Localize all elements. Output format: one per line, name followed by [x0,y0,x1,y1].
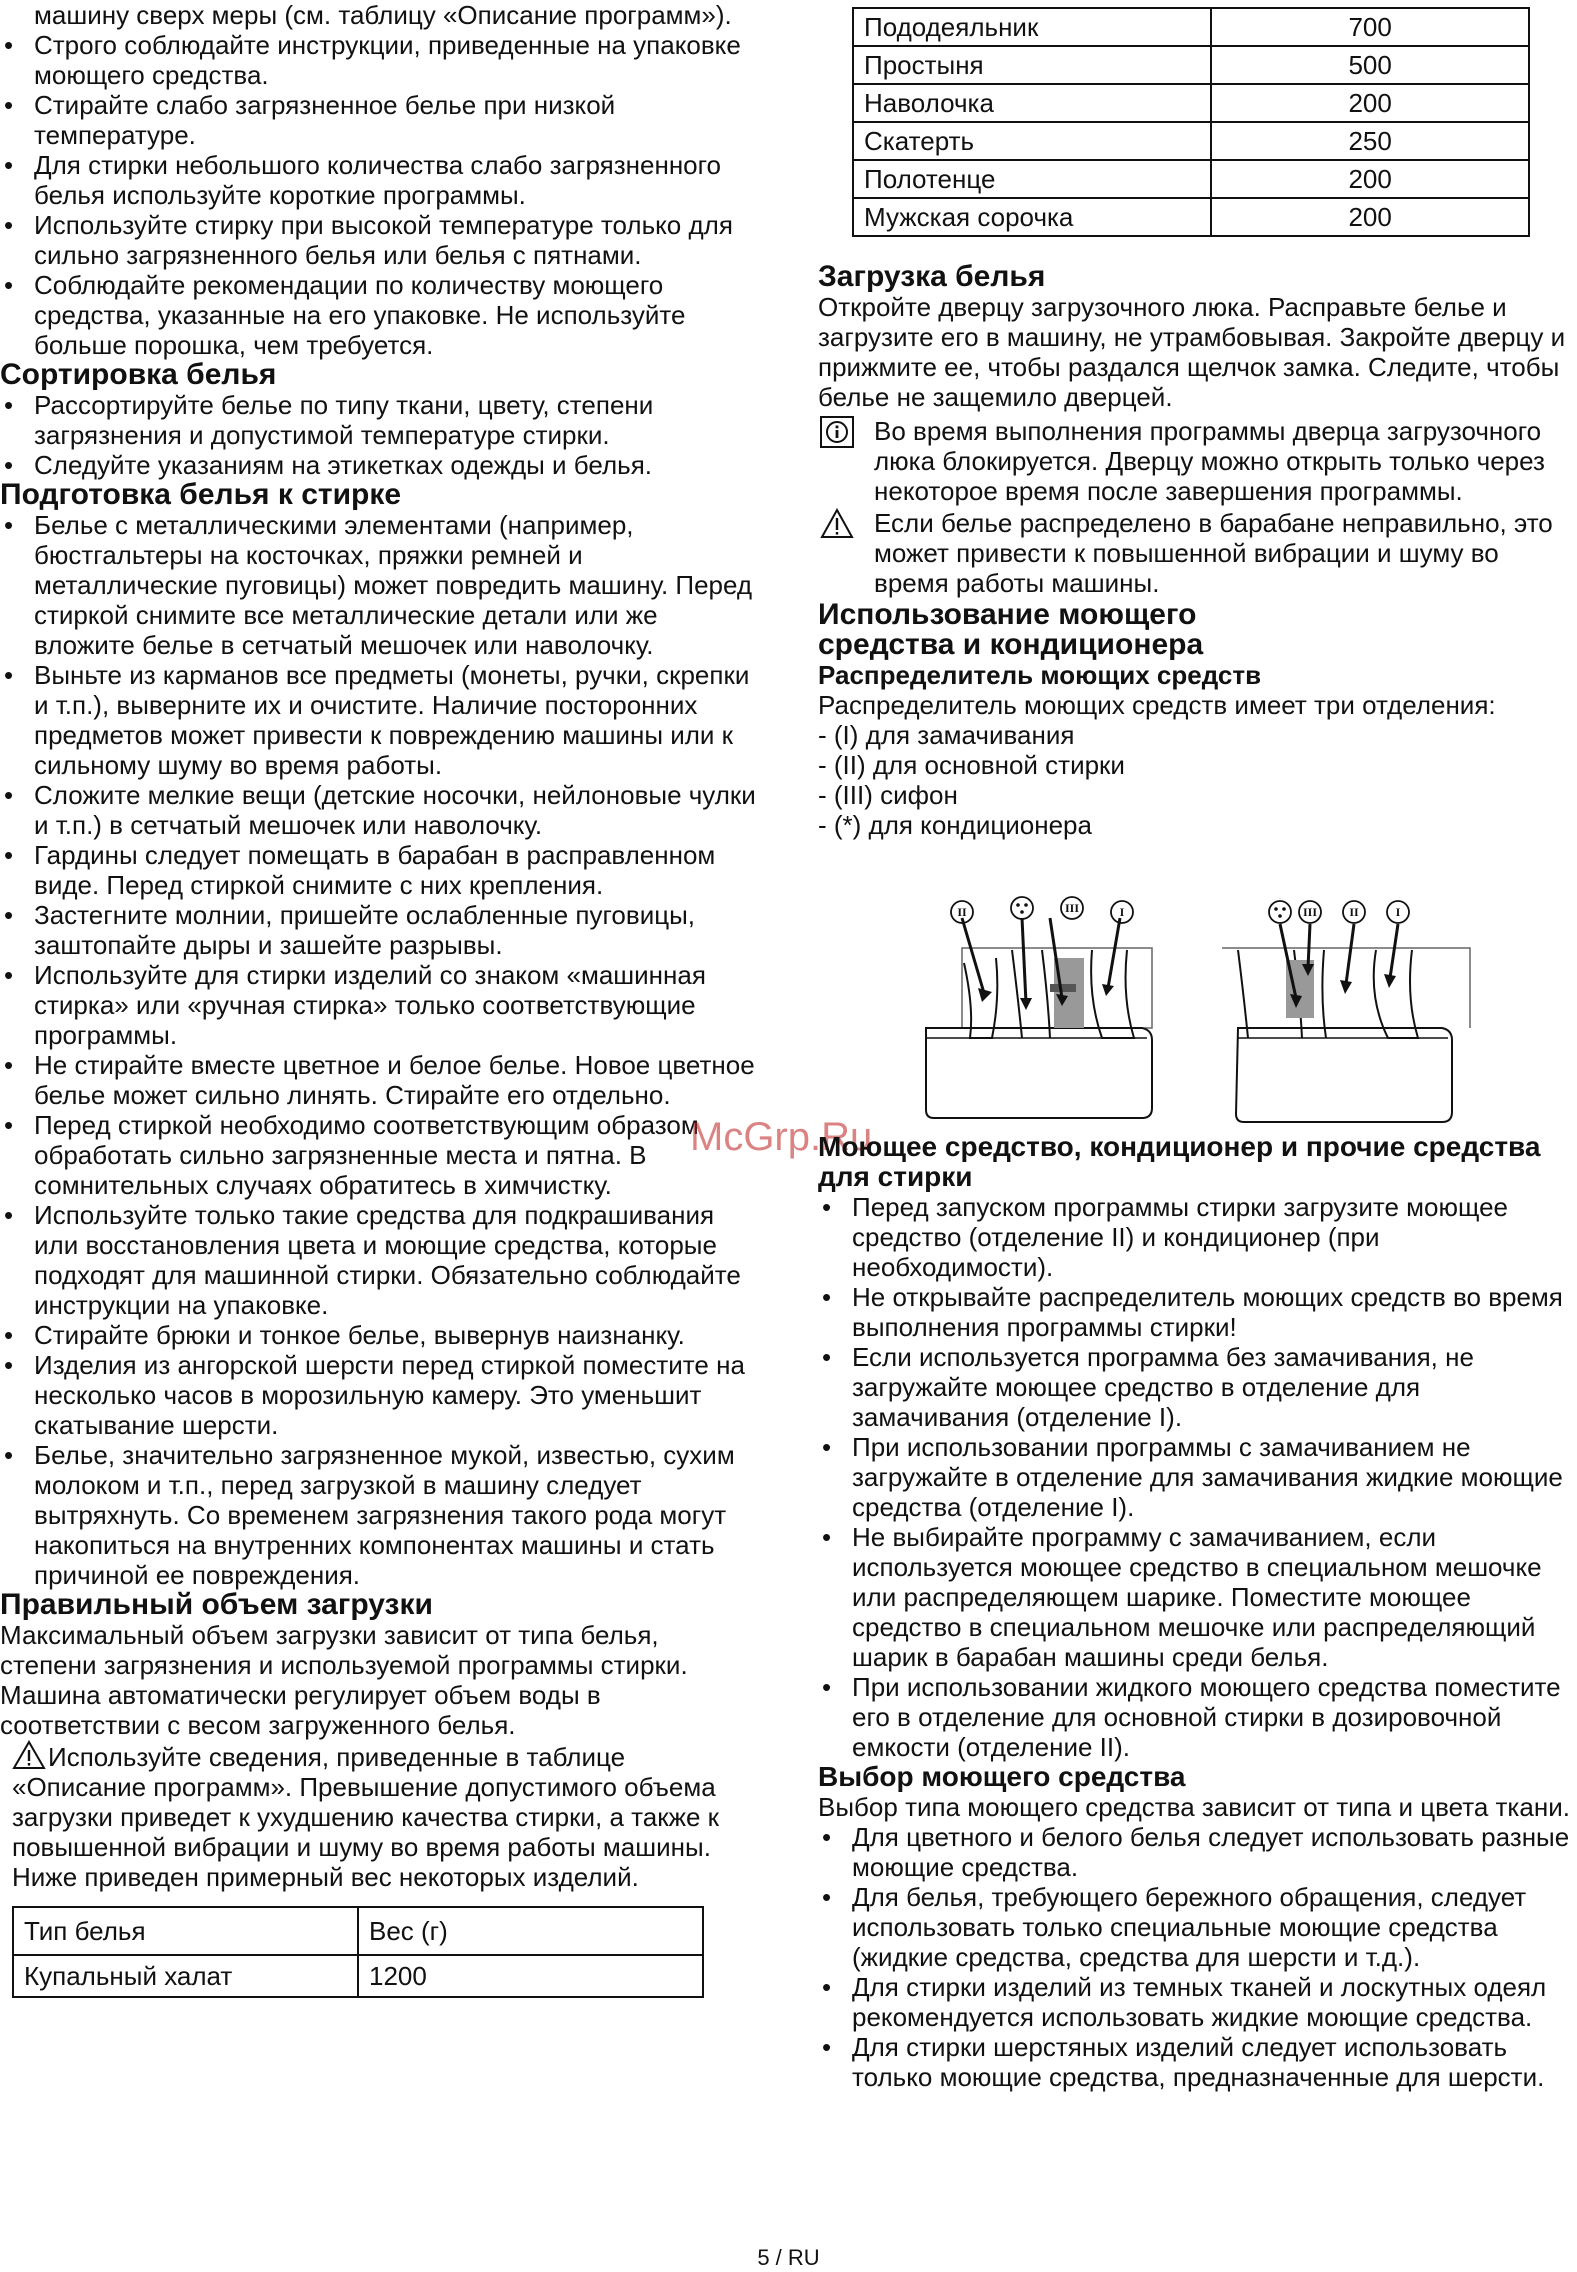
list-item: - (I) для замачивания [818,720,1075,750]
list-item: • Перед стиркой необходимо соответствующим образом обработать сильно загрязненные места и пятна. В сомнительных случаях обратитесь в химчистку. [0,1110,760,1200]
section-title-sorting: Сортировка белья [0,358,277,391]
list-item: • Не открывайте распределитель моющих средств во время выполнения программы стирки! [818,1282,1575,1342]
label-compartment: II [1349,905,1359,919]
warning-note-text: Если белье распределено в барабане неправильно, это может привести к повышенной вибрации и шуму во время работы машины. [874,508,1553,598]
list-item: • Застегните молнии, пришейте ослабленные пуговицы, заштопайте дыры и зашейте разрывы. [0,900,760,960]
section-title-choice: Выбор моющего средства [818,1761,1186,1792]
products-list [818,1192,1575,1762]
weight-table-part1 [12,1906,704,1998]
label-compartment: I [1119,905,1125,919]
section-title-detergent-1: Использование моющего [818,598,1197,631]
watermark: McGrp.Ru [690,1115,873,1159]
table-cell-weight: 200 [1211,84,1529,122]
section-title-detergent-2: средства и кондиционера [818,628,1204,661]
label-compartment: II [957,905,967,919]
table-cell-weight: 250 [1211,122,1529,160]
list-item: • Не выбирайте программу с замачиванием, если используется моющее средство в специальном мешочке или распределяющем шарике. Поместите моющее средство в специальном мешочке или распределяющий шарик в барабан машины среди белья. [818,1522,1575,1672]
list-item: • Для стирки изделий из темных тканей и лоскутных одеял рекомендуется использовать жидкие моющие средства. [818,1972,1575,2032]
list-item: • При использовании программы с замачиванием не загружайте в отделение для замачивания жидкие моющие средства (отделение I). [818,1432,1575,1522]
sorting-list [0,390,760,480]
list-item: • Соблюдайте рекомендации по количеству моющего средства, указанные на его упаковке. Не используйте больше порошка, чем требуется. [0,270,760,360]
list-item: • Изделия из ангорской шерсти перед стиркой поместите на несколько часов в морозильную камеру. Это уменьшит скатывание шерсти. [0,1350,760,1440]
list-item: • Для белья, требующего бережного обращения, следует использовать только специальные моющие средства (жидкие средства, средства для шерсти и т.д.). [818,1882,1575,1972]
table-row [853,84,1529,122]
label-compartment: III [1064,901,1080,915]
warning-icon [820,508,854,540]
list-item: • Перед запуском программы стирки загрузите моющее средство (отделение II) и кондиционер (при необходимости). [818,1192,1575,1282]
table-row [13,1955,703,1997]
table-cell-type: Купальный халат [13,1955,358,1997]
choice-list [818,1822,1575,2092]
list-item: • Строго соблюдайте инструкции, приведенные на упаковке моющего средства. [0,30,760,90]
preparation-list [0,510,760,1590]
section-title-loading: Загрузка белья [818,260,1046,293]
table-cell-weight: 700 [1211,8,1529,46]
info-icon [820,416,854,448]
loading-text: Откройте дверцу загрузочного люка. Расправьте белье и загрузите его в машину, не утрамбовывая. Закройте дверцу и прижмите ее, чтобы раздался щелчок замка. Следите, чтобы белье не защемило дверцей. [818,292,1566,412]
load-warning-text: Используйте сведения, приведенные в таблице «Описание программ». Превышение допустимого объема загрузки приведет к ухудшению качества стирки, а также к повышенной вибрации и шуму во время работы машины. Ниже приведен примерный вес некоторых изделий. [12,1742,720,1892]
table-cell-type: Полотенце [853,160,1211,198]
dispenser-subtitle: Распределитель моющих средств [818,660,1262,690]
table-cell-weight: 200 [1211,198,1529,236]
section-title-preparation: Подготовка белья к стирке [0,478,402,511]
snowflake-icon [1016,903,1286,918]
list-item: • Рассортируйте белье по типу ткани, цвету, степени загрязнения и допустимой температуре стирки. [0,390,760,450]
table-header-row [13,1907,703,1955]
section-title-load: Правильный объем загрузки [0,1588,433,1621]
table-cell-type: Мужская сорочка [853,198,1211,236]
list-item: • При использовании жидкого моющего средства поместите его в отделение для основной стирки в дозировочной емкости (отделение II). [818,1672,1575,1762]
dispenser-list [818,720,1575,840]
list-item: • Сложите мелкие вещи (детские носочки, нейлоновые чулки и т.п.) в сетчатый мешочек или наволочку. [0,780,760,840]
list-item: • Следуйте указаниям на этикетках одежды и белья. [0,450,760,480]
list-item: - (*) для кондиционера [818,810,1092,840]
list-item: • Для стирки небольшого количества слабо загрязненного белья используйте короткие программы. [0,150,760,210]
list-item: • Белье с металлическими элементами (например, бюстгальтеры на косточках, пряжки ремней и металлические пуговицы) может повредить машину. Перед стиркой снимите все металлические детали или же вложите белье в сетчатый мешочек или наволочку. [0,510,760,660]
list-item: - (II) для основной стирки [818,750,1125,780]
warning-note [818,508,1575,598]
list-item: • Используйте только такие средства для подкрашивания или восстановления цвета и моющие средства, которые подходят для машинной стирки. Обязательно соблюдайте инструкции на упаковке. [0,1200,760,1320]
dispenser-diagram [922,888,1474,1128]
table-cell-type: Наволочка [853,84,1211,122]
label-compartment: III [1302,905,1318,919]
table-cell-weight: 200 [1211,160,1529,198]
choice-text: Выбор типа моющего средства зависит от типа и цвета ткани. [818,1792,1570,1822]
table-header-type: Тип белья [13,1907,358,1955]
table-row [853,8,1529,46]
list-item: • Белье, значительно загрязненное мукой, известью, сухим молоком и т.п., перед загрузкой в машину следует вытряхнуть. Со временем загрязнения такого рода могут накопиться на внутренних компонентах машины и стать причиной ее повреждения. [0,1440,760,1590]
section-title-products: Моющее средство, кондиционер и прочие средства для стирки [818,1131,1541,1192]
table-cell-weight: 1200 [358,1955,703,1997]
warning-icon [12,1740,46,1770]
list-item: • Используйте для стирки изделий со знаком «машинная стирка» или «ручная стирка» только соответствующие программы. [0,960,760,1050]
list-item: • Гардины следует помещать в барабан в расправленном виде. Перед стиркой снимите с них крепления. [0,840,760,900]
weight-table-part2 [852,7,1530,237]
table-row [853,198,1529,236]
list-item: • Не стирайте вместе цветное и белое белье. Новое цветное белье может сильно линять. Стирайте его отдельно. [0,1050,760,1110]
load-warning [0,1740,760,1892]
dispenser-text: Распределитель моющих средств имеет три отделения: [818,690,1496,720]
table-row [853,160,1529,198]
list-item: • Выньте из карманов все предметы (монеты, ручки, скрепки и т.п.), выверните их и очистите. Наличие посторонних предметов может привести к повреждению машины или к сильному шуму во время работы. [0,660,760,780]
left-column [0,0,760,1998]
list-item: • Стирайте слабо загрязненное белье при низкой температуре. [0,90,760,150]
page-number: 5 / RU [757,2245,820,2270]
intro-text: машину сверх меры (см. таблицу «Описание программ»). [34,0,732,30]
load-text: Максимальный объем загрузки зависит от типа белья, степени загрязнения и используемой программы стирки. Машина автоматически регулирует объем воды в соответствии с весом загруженного белья. [0,1620,688,1740]
list-item: - (III) сифон [818,780,958,810]
tips-list [0,30,760,360]
right-column-top [818,262,1575,840]
info-note-text: Во время выполнения программы дверца загрузочного люка блокируется. Дверцу можно открыть только через некоторое время после завершения программы. [874,416,1545,506]
list-item: • Для стирки шерстяных изделий следует использовать только моющие средства, предназначенные для шерсти. [818,2032,1575,2092]
list-item: • Стирайте брюки и тонкое белье, вывернув наизнанку. [0,1320,760,1350]
table-header-weight: Вес (г) [358,1907,703,1955]
label-compartment: I [1395,905,1401,919]
list-item: • Если используется программа без замачивания, не загружайте моющее средство в отделение для замачивания (отделение I). [818,1342,1575,1432]
info-note [818,416,1575,506]
table-cell-weight: 500 [1211,46,1529,84]
table-cell-type: Простыня [853,46,1211,84]
table-row [853,46,1529,84]
list-item: • Используйте стирку при высокой температуре только для сильно загрязненного белья или белья с пятнами. [0,210,760,270]
table-row [853,122,1529,160]
table-cell-type: Пододеяльник [853,8,1211,46]
table-cell-type: Скатерть [853,122,1211,160]
right-column-bottom [818,1132,1575,2092]
list-item: • Для цветного и белого белья следует использовать разные моющие средства. [818,1822,1575,1882]
